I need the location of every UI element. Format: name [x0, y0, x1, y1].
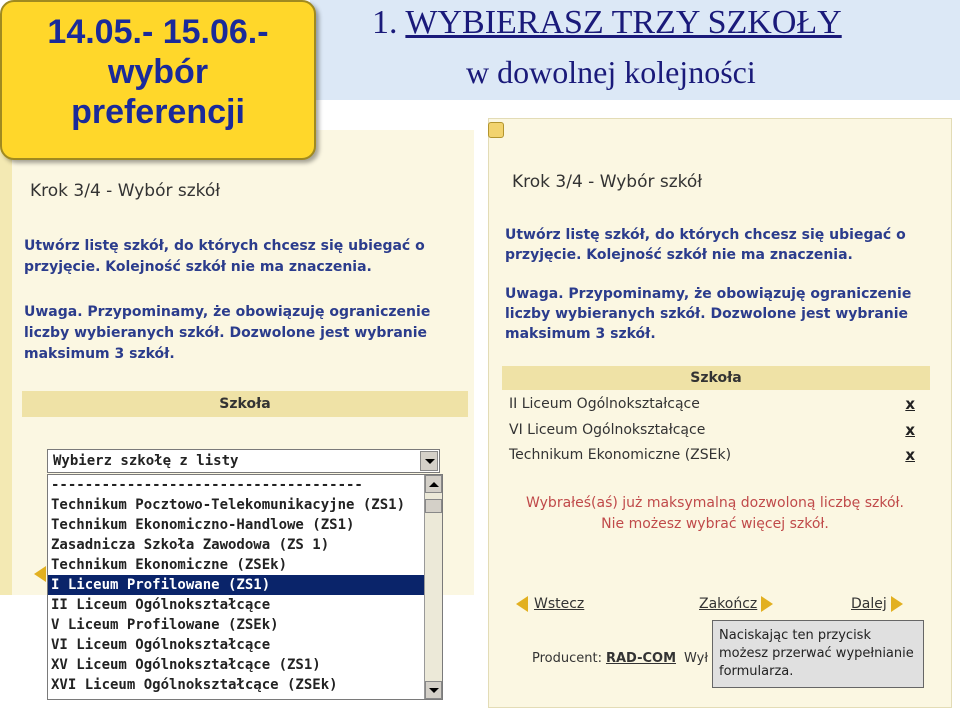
warning-line-2: Nie możesz wybrać więcej szkół.	[601, 516, 829, 532]
chosen-school-name: II Liceum Ogólnokształcące	[509, 396, 700, 412]
left-instruction-line-2: przyjęcie. Kolejność szkół nie ma znaczenia.	[24, 259, 372, 275]
school-select-value: Wybierz szkołę z listy	[53, 453, 239, 469]
school-select[interactable]	[47, 449, 440, 473]
date-callout	[0, 0, 316, 160]
remove-school-button[interactable]: x	[905, 446, 915, 464]
date-caption-2: preferencji	[71, 93, 245, 131]
chosen-school-row	[509, 444, 929, 468]
list-option[interactable]: XVI Liceum Ogólnokształcące (ZSEk)	[51, 677, 338, 693]
list-option[interactable]: XV Liceum Ogólnokształcące (ZS1)	[51, 657, 321, 673]
chosen-school-row	[509, 419, 929, 443]
limit-warning	[500, 493, 930, 535]
date-caption-1: wybór	[107, 53, 209, 91]
right-step-heading: Krok 3/4 - Wybór szkół	[512, 172, 703, 192]
scroll-up-icon[interactable]	[425, 475, 442, 493]
list-option[interactable]: -------------------------------------	[51, 477, 363, 493]
scroll-down-icon[interactable]	[425, 681, 442, 699]
left-school-header: Szkoła	[22, 391, 468, 417]
back-arrow-icon	[34, 566, 46, 582]
chosen-school-name: Technikum Ekonomiczne (ZSEk)	[509, 447, 732, 463]
list-option[interactable]: Technikum Ekonomiczne (ZSEk)	[51, 557, 288, 573]
school-options-list[interactable]	[47, 474, 443, 700]
producer-footer	[532, 651, 708, 666]
right-instruction-line-1: Utwórz listę szkół, do których chcesz się ubiegać o	[505, 227, 906, 243]
back-arrow-icon	[516, 596, 528, 612]
left-note-line-1: Uwaga. Przypominamy, że obowiązuję ograniczenie	[24, 304, 431, 320]
right-note-line-2: liczby wybieranych szkół. Dozwolone jest wybranie	[505, 306, 909, 322]
producer-tail: Wył	[684, 651, 709, 666]
tooltip-line-3: formularza.	[719, 664, 794, 679]
producer-link[interactable]: RAD-COM	[605, 651, 677, 666]
list-scrollbar[interactable]	[424, 475, 442, 699]
page-subtitle: w dowolnej kolejności	[466, 54, 756, 90]
left-instruction-line-1: Utwórz listę szkół, do których chcesz się ubiegać o	[24, 238, 425, 254]
tooltip-line-1: Naciskając ten przycisk	[719, 628, 871, 643]
page-title	[372, 4, 842, 42]
warning-line-1: Wybrałeś(aś) już maksymalną dozwoloną liczbę szkół.	[526, 495, 904, 511]
left-panel-edge	[0, 130, 12, 595]
right-note-line-3: maksimum 3 szkół.	[505, 326, 656, 342]
list-option-selected[interactable]: I Liceum Profilowane (ZS1)	[48, 575, 424, 595]
dropdown-arrow-icon[interactable]	[420, 451, 438, 471]
list-option[interactable]: Technikum Ekonomiczno-Handlowe (ZS1)	[51, 517, 355, 533]
back-label: Wstecz	[534, 596, 585, 612]
list-option[interactable]: Zasadnicza Szkoła Zawodowa (ZS 1)	[51, 537, 330, 553]
remove-school-button[interactable]: x	[905, 395, 915, 413]
list-option[interactable]: VI Liceum Ogólnokształcące	[51, 637, 271, 653]
title-number: 1.	[372, 4, 398, 41]
panel-marker-icon	[488, 122, 504, 138]
chosen-school-row	[509, 393, 929, 417]
producer-label: Producent:	[532, 651, 602, 666]
finish-arrow-icon	[761, 596, 773, 612]
left-step-heading: Krok 3/4 - Wybór szkół	[30, 181, 221, 201]
right-instruction-line-2: przyjęcie. Kolejność szkół nie ma znaczenia.	[505, 247, 853, 263]
chosen-school-name: VI Liceum Ogólnokształcące	[509, 422, 706, 438]
left-note-line-3: maksimum 3 szkół.	[24, 346, 175, 362]
finish-label: Zakończ	[699, 596, 758, 612]
finish-tooltip	[712, 620, 924, 688]
title-main: WYBIERASZ TRZY SZKOŁY	[405, 4, 842, 41]
back-button[interactable]	[516, 596, 584, 612]
date-range: 14.05.- 15.06.-	[47, 13, 269, 51]
finish-button[interactable]	[699, 596, 773, 612]
tooltip-line-2: możesz przerwać wypełnianie	[719, 646, 914, 661]
remove-school-button[interactable]: x	[905, 421, 915, 439]
list-option[interactable]: Technikum Pocztowo-Telekomunikacyjne (ZS1)	[51, 497, 406, 513]
list-option[interactable]: II Liceum Ogólnokształcące	[51, 597, 271, 613]
next-label: Dalej	[851, 596, 887, 612]
scroll-thumb[interactable]	[425, 499, 442, 513]
list-option[interactable]: V Liceum Profilowane (ZSEk)	[51, 617, 279, 633]
next-arrow-icon	[891, 596, 903, 612]
next-button[interactable]	[851, 596, 903, 612]
right-school-header: Szkoła	[502, 366, 930, 390]
right-note-line-1: Uwaga. Przypominamy, że obowiązuję ograniczenie	[505, 286, 912, 302]
left-note-line-2: liczby wybieranych szkół. Dozwolone jest wybranie	[24, 325, 428, 341]
